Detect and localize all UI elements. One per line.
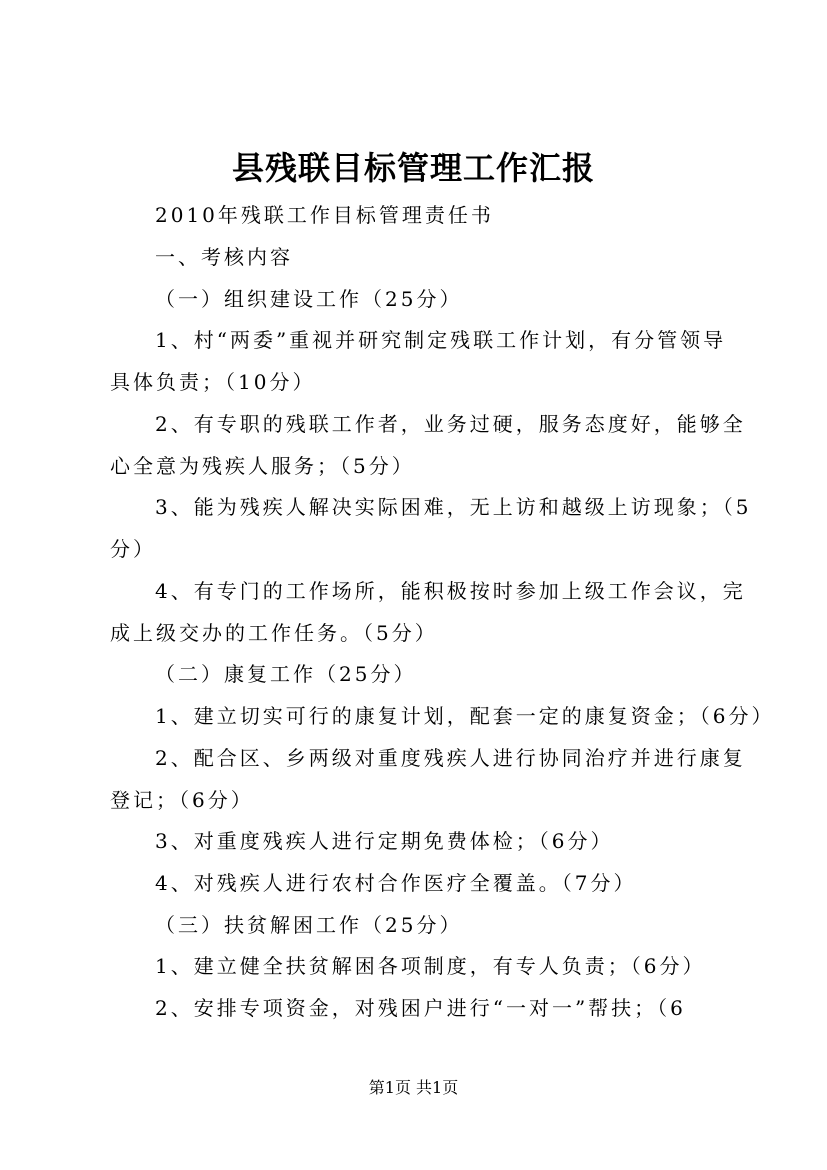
- text-line: 3、能为残疾人解决实际困难，无上访和越级上访现象；（5: [155, 495, 752, 519]
- text-line: 分）: [110, 537, 156, 561]
- text-line: 1、建立切实可行的康复计划，配套一定的康复资金；（6分）: [155, 704, 775, 728]
- text-line: 4、对残疾人进行农村合作医疗全覆盖。（7分）: [155, 871, 637, 895]
- text-line: 2010年残联工作目标管理责任书: [155, 203, 494, 227]
- section-heading: （三）扶贫解困工作（25分）: [155, 913, 463, 937]
- text-line: 心全意为残疾人服务；（5分）: [110, 454, 415, 478]
- text-line: 1、村“两委”重视并研究制定残联工作计划，有分管领导: [155, 328, 727, 352]
- section-heading: （一）组织建设工作（25分）: [155, 287, 463, 311]
- page-footer: 第1页 共1页: [368, 1078, 459, 1097]
- document-title: 县残联目标管理工作汇报: [231, 149, 595, 187]
- text-line: 具体负责；（10分）: [110, 370, 316, 394]
- text-line: 一、考核内容: [155, 245, 293, 269]
- text-line: 2、配合区、乡两级对重度残疾人进行协同治疗并进行康复: [155, 746, 746, 770]
- text-line: 2、安排专项资金，对残困户进行“一对一”帮扶；（6: [155, 996, 686, 1020]
- text-line: 4、有专门的工作场所，能积极按时参加上级工作会议，完: [155, 579, 746, 603]
- text-line: 2、有专职的残联工作者，业务过硬，服务态度好，能够全: [155, 412, 746, 436]
- section-heading: （二）康复工作（25分）: [155, 662, 417, 686]
- text-line: 3、对重度残疾人进行定期免费体检；（6分）: [155, 829, 614, 853]
- text-line: 1、建立健全扶贫解困各项制度，有专人负责；（6分）: [155, 954, 706, 978]
- text-line: 成上级交办的工作任务。（5分）: [110, 621, 438, 645]
- text-line: 登记；（6分）: [110, 788, 254, 812]
